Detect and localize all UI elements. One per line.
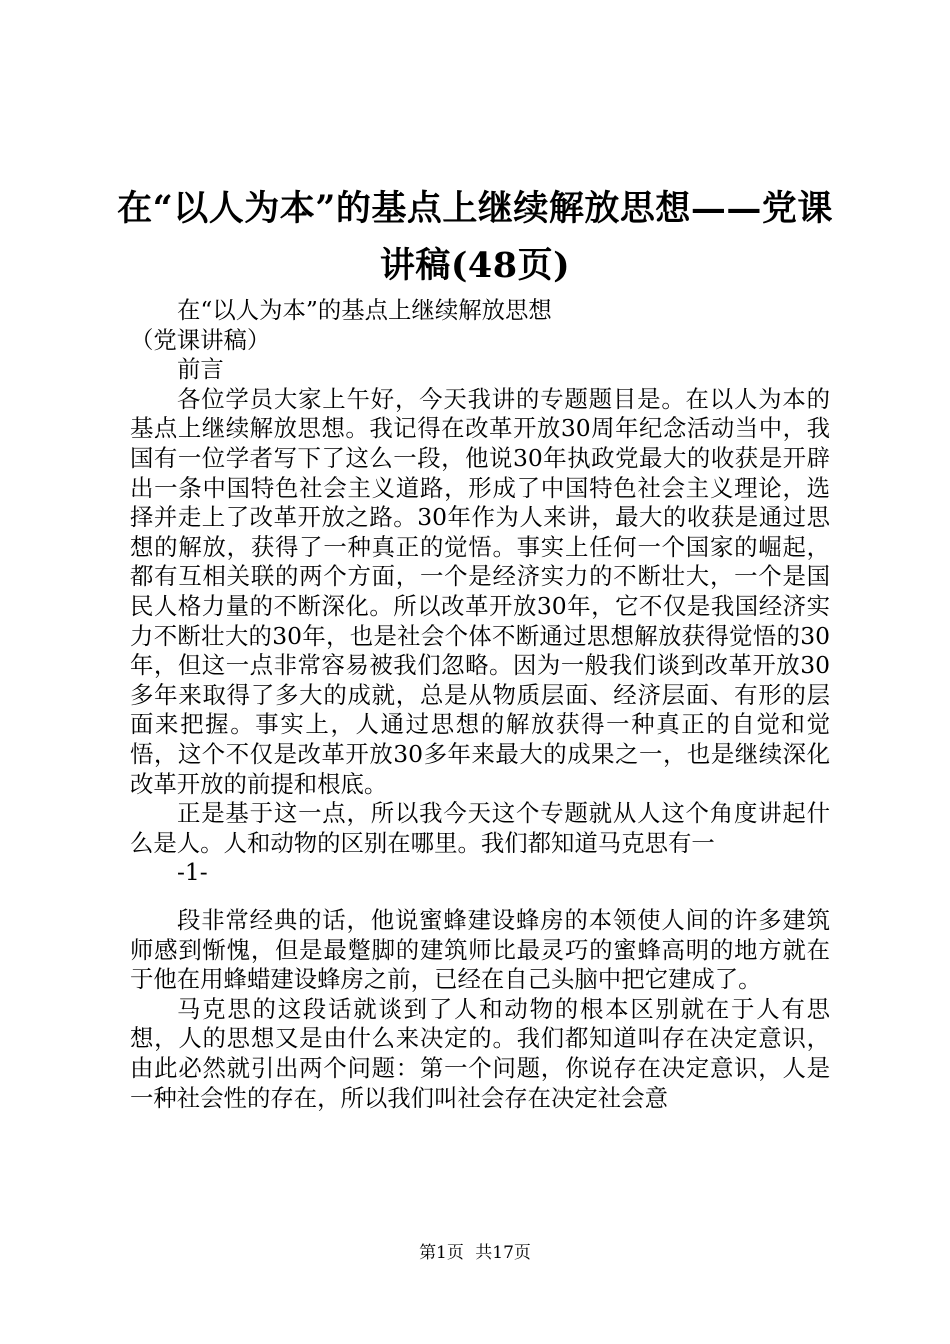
section-heading: 前言 (177, 355, 224, 384)
inline-page-marker: -1- (177, 858, 208, 887)
paragraph: 段非常经典的话，他说蜜蜂建设蜂房的本领使人间的许多建筑师感到惭愧，但是最蹩脚的建筑师比最灵巧的蜜蜂高明的地方就在于他在用蜂蜡建设蜂房之前，已经在自己头脑中把它建成了。 (130, 906, 830, 994)
paragraph: 马克思的这段话就谈到了人和动物的根本区别就在于人有思想，人的思想又是由什么来决定的。我们都知道叫存在决定意识，由此必然就引出两个问题：第一个问题，你说存在决定意识，人是一种社会性的存在，所以我们叫社会存在决定社会意 (130, 994, 830, 1112)
paragraph: 正是基于这一点，所以我今天这个专题就从人这个角度讲起什么是人。人和动物的区别在哪里。我们都知道马克思有一 (130, 799, 830, 857)
body-text-block (130, 906, 830, 1113)
document-title: 在“以人为本”的基点上继续解放思想——党课讲稿(48页) (117, 188, 833, 286)
body-text-block (130, 296, 830, 888)
subtitle-line: 在“以人为本”的基点上继续解放思想 (177, 296, 552, 324)
page-number-label: 第1页 (419, 1243, 464, 1263)
paragraph: 各位学员大家上午好，今天我讲的专题题目是。在以人为本的基点上继续解放思想。我记得在改革开放30周年纪念活动当中，我国有一位学者写下了这么一段，他说30年执政党最大的收获是开辟出一条中国特色社会主义道路，形成了中国特色社会主义理论，选择并走上了改革开放之路。30年作为人来讲，最大的收获是通过思想的解放，获得了一种真正的觉悟。事实上任何一个国家的崛起，都有互相关联的两个方面，一个是经济实力的不断壮大，一个是国民人格力量的不断深化。所以改革开放30年，它不仅是我国经济实力不断壮大的30年，也是社会个体不断通过思想解放获得觉悟的30年，但这一点非常容易被我们忽略。因为一般我们谈到改革开放30多年来取得了多大的成就，总是从物质层面、经济层面、有形的层面来把握。事实上，人通过思想的解放获得一种真正的自觉和觉悟，这个不仅是改革开放30多年来最大的成果之一，也是继续深化改革开放的前提和根底。 (130, 384, 830, 798)
page-footer (0, 1238, 950, 1263)
page-total-label: 共17页 (475, 1243, 531, 1263)
subtitle-note: （党课讲稿） (130, 325, 271, 354)
